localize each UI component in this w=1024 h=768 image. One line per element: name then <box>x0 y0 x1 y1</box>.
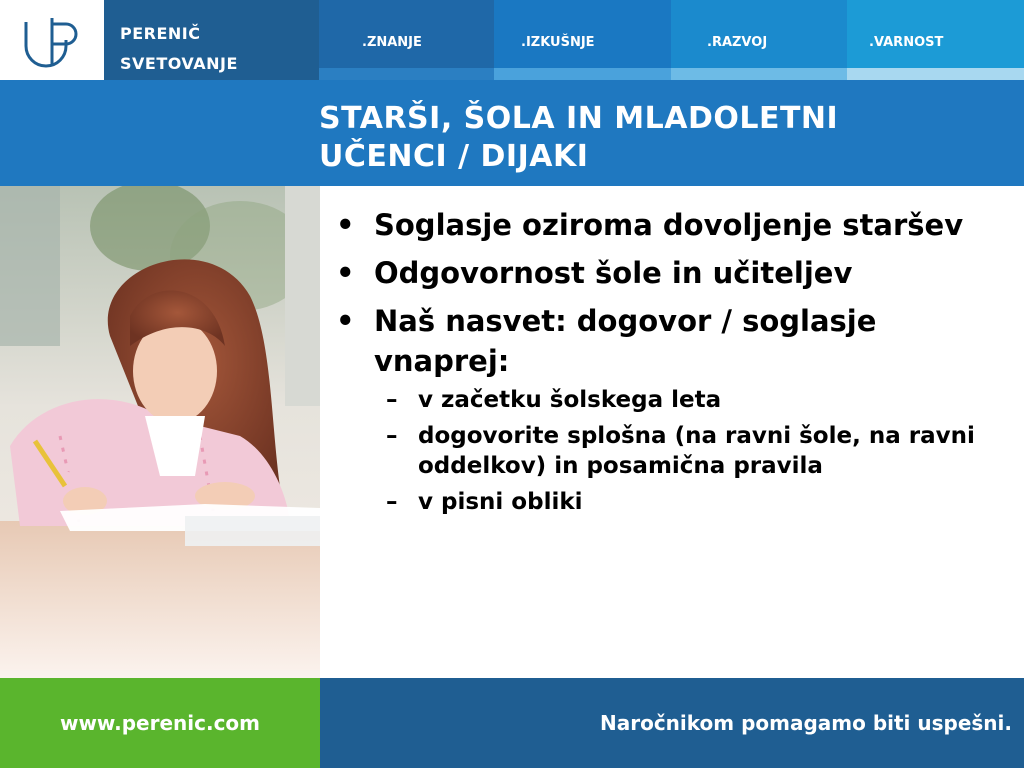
nav-tab-label: .VARNOST <box>869 35 944 50</box>
sub-bullet-item: – v začetku šolskega leta <box>336 385 1006 415</box>
student-writing-photo <box>0 186 320 678</box>
sub-bullet-item: – dogovorite splošna (na ravni šole, na ravni oddelkov) in posamična pravila <box>336 421 1006 481</box>
slide-title-line-2: UČENCI / DIJAKI <box>319 139 589 174</box>
nav-tab-varnost[interactable] <box>847 0 1024 68</box>
footer-slogan: Naročnikom pomagamo biti uspešni. <box>320 678 1024 768</box>
nav-tab-izkusnje[interactable] <box>494 0 671 68</box>
slide-content <box>336 205 1006 523</box>
nav-tab-label: .ZNANJE <box>362 35 422 50</box>
footer-website-link[interactable]: www.perenic.com <box>0 678 320 768</box>
nav-strip <box>494 68 671 80</box>
nav-strip <box>847 68 1024 80</box>
bullet-list <box>336 205 1006 381</box>
sub-bullet-list <box>336 385 1006 517</box>
bullet-item: • Odgovornost šole in učiteljev <box>336 253 1006 293</box>
slide-title-line-1: STARŠI, ŠOLA IN MLADOLETNI <box>319 101 839 136</box>
nav-strip <box>671 68 847 80</box>
nav-tab-razvoj[interactable] <box>671 0 847 68</box>
brand-name <box>104 0 319 80</box>
logo-area[interactable] <box>0 0 104 80</box>
sub-bullet-item: – v pisni obliki <box>336 487 1006 517</box>
nav-tab-label: .IZKUŠNJE <box>521 35 595 50</box>
perenic-logo-icon <box>0 0 104 80</box>
brand-line-1: PERENIČ <box>120 24 201 43</box>
nav-strip <box>319 68 494 80</box>
bullet-item: • Soglasje oziroma dovoljenje staršev <box>336 205 1006 245</box>
nav-tab-znanje[interactable] <box>319 0 494 68</box>
nav-tab-label: .RAZVOJ <box>707 35 768 50</box>
brand-line-2: SVETOVANJE <box>120 54 238 73</box>
bullet-item: • Naš nasvet: dogovor / soglasje vnaprej: <box>336 301 1006 381</box>
slide-title <box>319 100 1009 176</box>
